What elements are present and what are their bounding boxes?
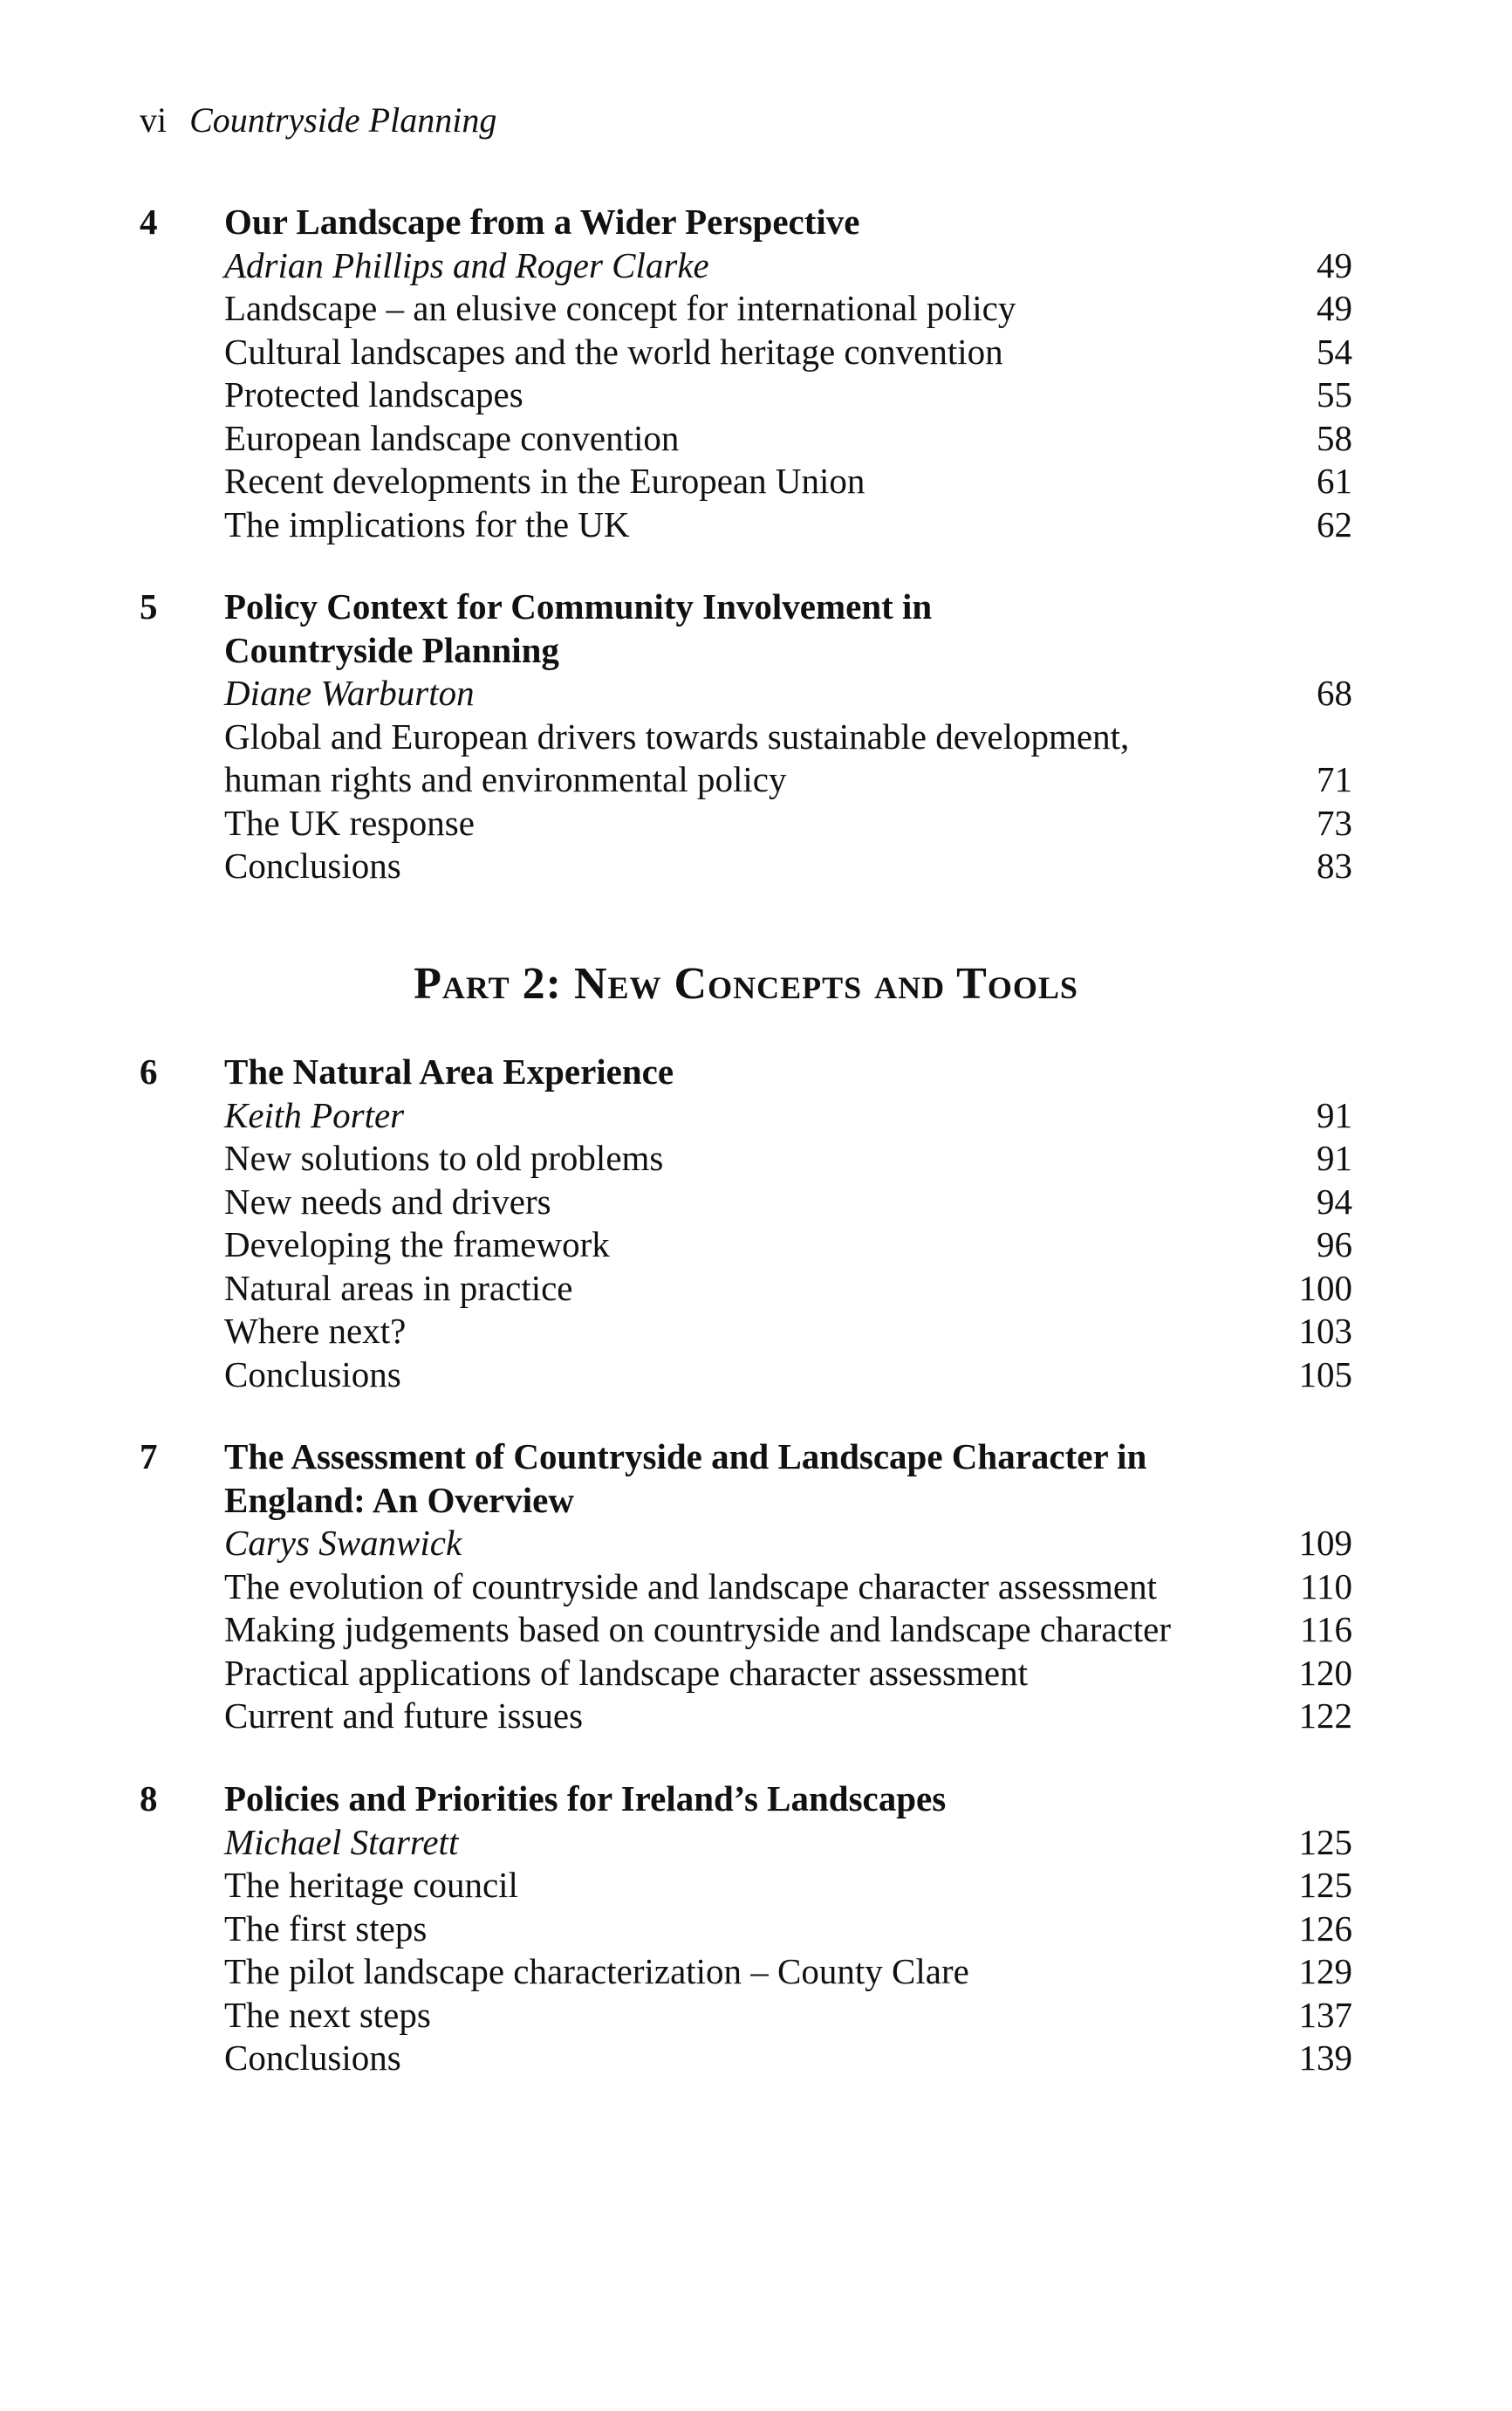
entry-text: human rights and environmental policy — [224, 759, 787, 799]
toc-entry — [140, 1137, 1352, 1181]
page-number: 61 — [1317, 461, 1352, 501]
entry-text: Making judgements based on countryside and landscape character — [224, 1609, 1171, 1649]
toc-entry — [140, 1864, 1352, 1908]
chapter-title-line — [140, 1435, 1352, 1479]
entry-text: Practical applications of landscape character assessment — [224, 1652, 1028, 1693]
entry-text: Current and future issues — [224, 1695, 584, 1736]
toc-chapter-6 — [140, 1051, 1352, 1396]
entry-text: Cultural landscapes and the world heritage convention — [224, 331, 1003, 372]
chapter-author: Adrian Phillips and Roger Clarke — [224, 244, 709, 285]
page-number: 55 — [1317, 374, 1352, 414]
chapter-author: Keith Porter — [224, 1094, 405, 1135]
entry-text: The pilot landscape characterization – County Clare — [224, 1951, 969, 1991]
chapter-title-line — [140, 1479, 1352, 1523]
chapter-title-line — [140, 586, 1352, 629]
chapter-number: 5 — [140, 586, 158, 627]
toc-entry — [140, 1695, 1352, 1738]
author-line — [140, 672, 1352, 716]
chapter-number: 8 — [140, 1778, 158, 1819]
toc-entry — [140, 287, 1352, 331]
entry-text: New solutions to old problems — [224, 1138, 664, 1178]
page-number: 129 — [1298, 1951, 1352, 1991]
page-number: 96 — [1317, 1224, 1352, 1264]
toc-entry — [140, 1652, 1352, 1695]
entry-text: Conclusions — [224, 846, 401, 886]
toc-entry — [140, 2037, 1352, 2080]
page-number: 54 — [1317, 331, 1352, 372]
entry-text: Developing the framework — [224, 1224, 610, 1264]
chapter-title-line — [140, 629, 1352, 673]
page-number: 62 — [1317, 503, 1352, 545]
toc-entry — [140, 1908, 1352, 1951]
page-number: 73 — [1317, 802, 1352, 843]
toc-entry — [140, 1608, 1352, 1652]
page-number: 91 — [1317, 1138, 1352, 1178]
entry-text: The evolution of countryside and landscape character assessment — [224, 1565, 1158, 1606]
author-line — [140, 1094, 1352, 1138]
entry-text: The heritage council — [224, 1865, 518, 1905]
page-number: 105 — [1298, 1353, 1352, 1394]
page-number: 125 — [1298, 1865, 1352, 1905]
chapter-title: The Natural Area Experience — [224, 1051, 674, 1092]
page-number: 122 — [1298, 1695, 1352, 1736]
page-number: 116 — [1300, 1609, 1352, 1649]
toc-entry — [140, 1565, 1352, 1609]
chapter-title: The Assessment of Countryside and Landscape Character in — [224, 1436, 1147, 1476]
entry-text: Recent developments in the European Union — [224, 461, 865, 501]
chapter-number: 7 — [140, 1436, 158, 1476]
toc-entry — [140, 716, 1352, 759]
entry-text: The implications for the UK — [224, 503, 630, 545]
toc-entry — [140, 1223, 1352, 1267]
page-number: 120 — [1298, 1652, 1352, 1693]
toc-entry — [140, 1181, 1352, 1224]
page-number: 83 — [1317, 846, 1352, 886]
page-number: 139 — [1298, 2038, 1352, 2078]
entry-text: New needs and drivers — [224, 1181, 551, 1222]
toc-entry — [140, 1353, 1352, 1397]
entry-text: The first steps — [224, 1908, 428, 1949]
toc-entry — [140, 1994, 1352, 2038]
author-line — [140, 1522, 1352, 1565]
toc-chapter-5 — [140, 586, 1352, 888]
toc-entry — [140, 1310, 1352, 1353]
author-line — [140, 244, 1352, 288]
entry-text: The next steps — [224, 1994, 431, 2035]
chapter-title: England: An Overview — [224, 1479, 574, 1520]
toc-chapter-7 — [140, 1435, 1352, 1738]
entry-text: Where next? — [224, 1311, 407, 1351]
page-number: 103 — [1298, 1311, 1352, 1351]
page-number: 58 — [1317, 417, 1352, 458]
entry-text: Protected landscapes — [224, 374, 523, 414]
toc-entry — [140, 1267, 1352, 1311]
book-title: Countryside Planning — [189, 100, 497, 140]
toc-entry — [140, 802, 1352, 846]
page-number: 71 — [1317, 759, 1352, 799]
page-number: 100 — [1298, 1267, 1352, 1308]
toc-entry — [140, 1950, 1352, 1994]
chapter-author: Diane Warburton — [224, 673, 475, 713]
page-number: 94 — [1317, 1181, 1352, 1222]
chapter-title: Our Landscape from a Wider Perspective — [224, 202, 860, 242]
page-number: 91 — [1317, 1094, 1352, 1135]
chapter-title-line — [140, 1777, 1352, 1821]
toc-chapter-8 — [140, 1777, 1352, 2080]
chapter-title: Policy Context for Community Involvement in — [224, 586, 933, 627]
page-number: 110 — [1300, 1565, 1352, 1606]
chapter-number: 6 — [140, 1051, 158, 1092]
page-number: 125 — [1298, 1821, 1352, 1862]
page-folio: vi — [140, 100, 168, 140]
chapter-author: Carys Swanwick — [224, 1523, 462, 1563]
toc-entry — [140, 758, 1352, 802]
page-number: 126 — [1298, 1908, 1352, 1949]
toc-entry — [140, 417, 1352, 461]
toc-entry — [140, 460, 1352, 503]
entry-text: Natural areas in practice — [224, 1267, 573, 1308]
toc-entry — [140, 331, 1352, 374]
author-line — [140, 1821, 1352, 1865]
chapter-title-line — [140, 1051, 1352, 1094]
page-number: 49 — [1317, 288, 1352, 328]
chapter-number: 4 — [140, 202, 158, 242]
toc-entry — [140, 845, 1352, 888]
chapter-title: Countryside Planning — [224, 629, 559, 670]
running-head — [140, 94, 496, 147]
toc-entry — [140, 373, 1352, 417]
entry-text: Conclusions — [224, 1353, 401, 1394]
entry-text: European landscape convention — [224, 417, 680, 458]
entry-text: The UK response — [224, 802, 475, 843]
chapter-title-line — [140, 201, 1352, 244]
toc-chapter-4 — [140, 201, 1352, 546]
part-heading: Part 2: New Concepts and Tools — [414, 959, 1078, 1009]
page-number: 68 — [1317, 673, 1352, 713]
page-number: 137 — [1298, 1994, 1352, 2035]
chapter-author: Michael Starrett — [224, 1821, 459, 1862]
page-number: 109 — [1298, 1523, 1352, 1563]
entry-text: Landscape – an elusive concept for international policy — [224, 288, 1016, 328]
entry-text: Conclusions — [224, 2038, 401, 2078]
page-number: 49 — [1317, 244, 1352, 285]
toc-entry — [140, 503, 1352, 547]
entry-text: Global and European drivers towards sustainable development, — [224, 716, 1130, 757]
chapter-title: Policies and Priorities for Ireland’s Landscapes — [224, 1778, 947, 1819]
